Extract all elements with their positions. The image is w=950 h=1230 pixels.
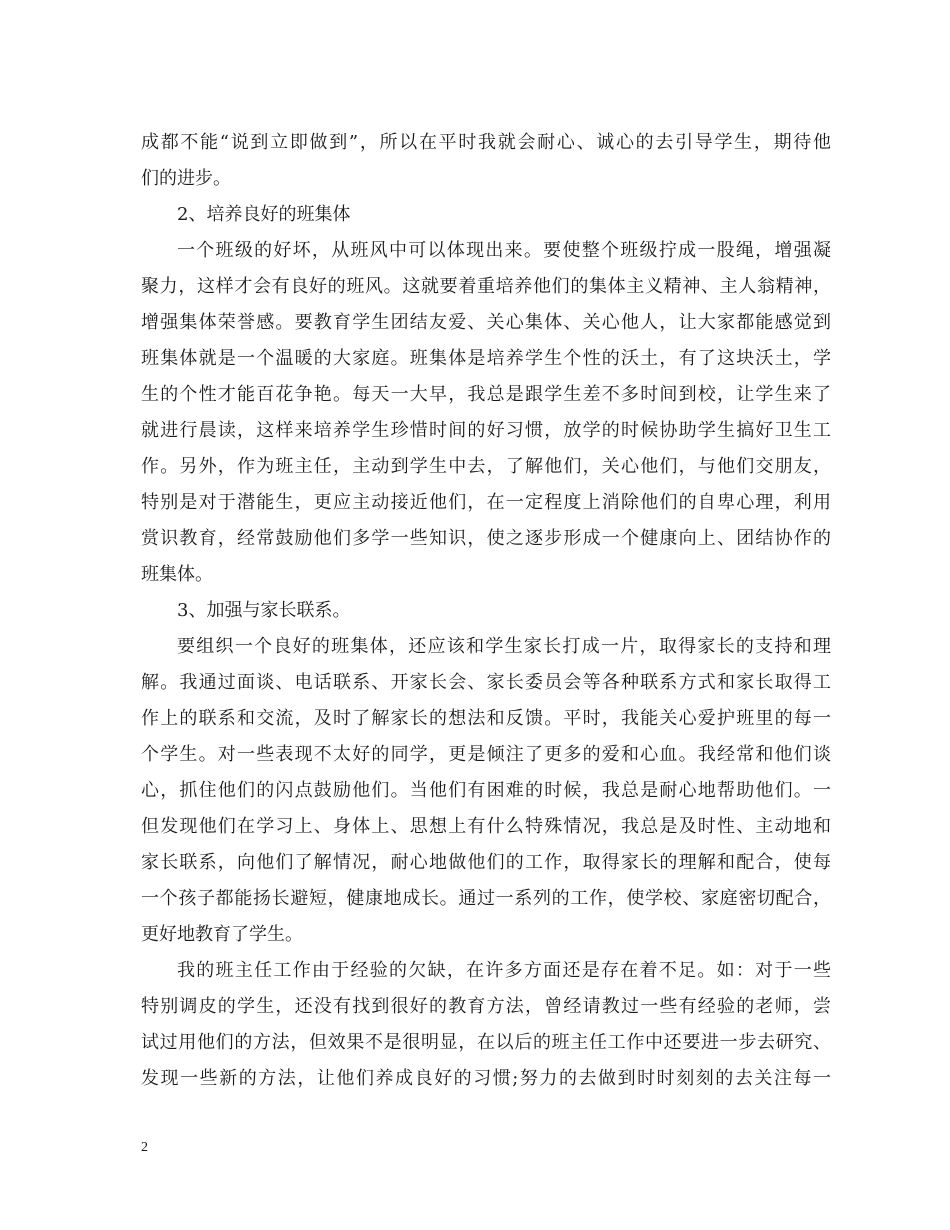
section-heading: 3、加强与家长联系。: [177, 600, 351, 621]
text-line: 聚力，这样才会有良好的班风。这就要着重培养他们的集体主义精神、主人翁精神，: [141, 276, 831, 297]
text-line: 班集体。: [141, 564, 213, 585]
text-line: 解。我通过面谈、电话联系、开家长会、家长委员会等各种联系方式和家长取得工: [141, 672, 831, 693]
text-line: 班集体就是一个温暖的大家庭。班集体是培养学生个性的沃土，有了这块沃土，学: [141, 348, 831, 369]
text-line: 要组织一个良好的班集体，还应该和学生家长打成一片，取得家长的支持和理: [177, 636, 831, 657]
text-line: 更好地教育了学生。: [141, 924, 303, 945]
text-line: 赏识教育，经常鼓励他们多学一些知识，使之逐步形成一个健康向上、团结协作的: [141, 528, 831, 549]
text-line: 作。另外，作为班主任，主动到学生中去，了解他们，关心他们，与他们交朋友，: [141, 456, 831, 477]
section-heading: 2、培养良好的班集体: [177, 204, 351, 225]
text-line: 心，抓住他们的闪点鼓励他们。当他们有困难的时候，我总是耐心地帮助他们。一: [141, 780, 831, 801]
text-line: 家长联系，向他们了解情况，耐心地做他们的工作，取得家长的理解和配合，使每: [141, 852, 831, 873]
text-line: 成都不能“说到立即做到”，所以在平时我就会耐心、诚心的去引导学生，期待他: [141, 132, 831, 153]
text-line: 我的班主任工作由于经验的欠缺，在许多方面还是存在着不足。如：对于一些: [177, 960, 831, 981]
text-line: 特别是对于潜能生，更应主动接近他们，在一定程度上消除他们的自卑心理，利用: [141, 492, 831, 513]
text-line: 一个孩子都能扬长避短，健康地成长。通过一系列的工作，使学校、家庭密切配合，: [141, 888, 831, 909]
text-line: 特别调皮的学生，还没有找到很好的教育方法，曾经请教过一些有经验的老师，尝: [141, 996, 831, 1017]
text-line: 作上的联系和交流，及时了解家长的想法和反馈。平时，我能关心爱护班里的每一: [141, 708, 831, 729]
text-line: 们的进步。: [141, 168, 231, 189]
text-line: 但发现他们在学习上、身体上、思想上有什么特殊情况，我总是及时性、主动地和: [141, 816, 831, 837]
text-line: 增强集体荣誉感。要教育学生团结友爱、关心集体、关心他人，让大家都能感觉到: [141, 312, 831, 333]
text-line: 生的个性才能百花争艳。每天一大早，我总是跟学生差不多时间到校，让学生来了: [141, 384, 831, 405]
page-number: 2: [141, 1140, 148, 1155]
text-line: 试过用他们的方法，但效果不是很明显，在以后的班主任工作中还要进一步去研究、: [141, 1032, 831, 1053]
text-line: 个学生。对一些表现不太好的同学，更是倾注了更多的爱和心血。我经常和他们谈: [141, 744, 831, 765]
text-line: 就进行晨读，这样来培养学生珍惜时间的好习惯，放学的时候协助学生搞好卫生工: [141, 420, 831, 441]
text-line: 发现一些新的方法，让他们养成良好的习惯;努力的去做到时时刻刻的去关注每一: [141, 1068, 831, 1089]
text-line: 一个班级的好坏，从班风中可以体现出来。要使整个班级拧成一股绳，增强凝: [177, 240, 831, 261]
